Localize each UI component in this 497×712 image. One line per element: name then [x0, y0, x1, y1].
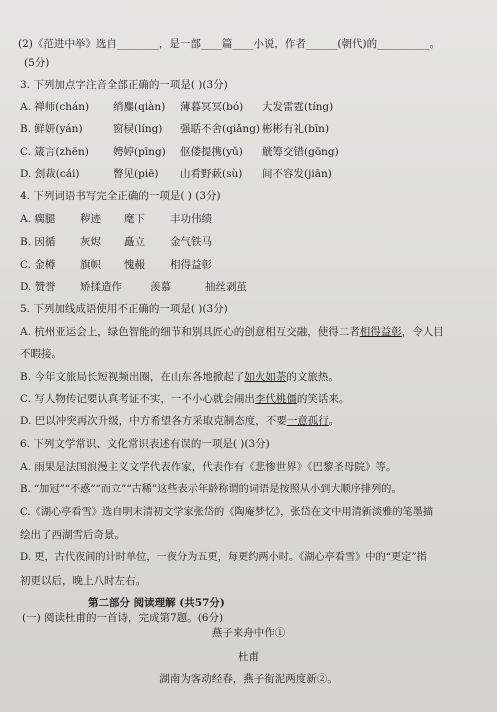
q4-option-b-2: 灰烬 [80, 236, 101, 248]
q5-a-tail: ，令人目 [401, 326, 444, 338]
q4-option-a-4: 丰功伟绩 [170, 213, 212, 225]
q5-option-a [20, 325, 444, 339]
q3-option-a-4: 大发雷霆(tíng) [262, 101, 334, 113]
q3-option-d-2: 瞥见(piē) [113, 168, 159, 180]
q2-line: (2)《范进中举》选自________，是一部____篇____小说，作者______(朝代)的__________。 [18, 38, 441, 50]
q4-stem: 4. 下列词语书写完全正确的一项是( ) (3分) [20, 190, 221, 202]
q5-option-a-cont: 不暇接。 [20, 348, 62, 360]
q5-option-d [20, 414, 339, 428]
q3-option-a-2: 绡麋(qiàn) [113, 101, 166, 113]
q3-option-a-3: 薄暮冥冥(bó) [180, 101, 244, 113]
q5-b-text: B. 今年文旅局长短视频出圈，在山东各地掀起了 [20, 371, 245, 383]
q3-option-b-1: B. 鲜妍(yán) [20, 123, 83, 135]
q4-option-d-4: 抽丝剥茧 [205, 281, 247, 293]
q5-d-text: D. 巴以冲突再次升级，中方希望各方采取克制态度，不要 [20, 415, 287, 427]
q3-option-b-2: 窗棂(líng) [113, 123, 163, 135]
q4-option-d-3: 羡慕 [150, 281, 171, 293]
q4-option-a-2: 秽迹 [80, 213, 101, 225]
q4-option-c-3: 愧赧 [124, 259, 145, 271]
q3-option-c-3: 伛偻提携(yǔ) [180, 146, 243, 158]
q5-option-b [20, 370, 339, 384]
q4-option-b-3: 矗立 [124, 236, 145, 248]
q6-option-b: B. “加冠”“不惑”“而立”“古稀”这些表示年龄称谓的词语是按照从小到大顺序排列的。 [20, 484, 402, 495]
poem-author: 杜甫 [238, 651, 259, 663]
q3-option-c-1: C. 箴言(zhēn) [20, 146, 89, 158]
q3-option-b-4: 彬彬有礼(bīn) [262, 123, 330, 135]
q3-option-c-2: 娉婷(pīng) [113, 146, 166, 158]
q2-score: (5分) [24, 57, 50, 69]
q3-option-d-4: 间不容发(jiān) [262, 168, 332, 180]
q4-option-a-1: A. 瘸腿 [20, 213, 56, 225]
q6-option-d-cont: 初更以后，晚上八时左右。 [20, 575, 146, 587]
q5-d-tail: 。 [328, 415, 340, 427]
q3-option-a-1: A. 禅师(chán) [20, 101, 90, 113]
q3-option-b-3: 强聒不舍(qiǎng) [180, 123, 261, 135]
q5-b-idiom: 如火如荼 [244, 371, 287, 383]
q6-stem: 6. 下列文学常识、文化常识表述有误的一项是( )(3分) [20, 438, 270, 450]
q4-option-c-4: 相得益彰 [170, 259, 212, 271]
q4-option-d-2: 矫揉造作 [80, 281, 122, 293]
q3-option-c-4: 觥筹交错(gōng) [262, 146, 339, 158]
part2-title: 第二部分 阅读理解 (共57分) [88, 597, 225, 609]
q5-d-idiom: 一意孤行 [286, 415, 329, 427]
q4-option-b-1: B. 因循 [20, 236, 56, 248]
q5-stem: 5. 下列加线成语使用不正确的一项是( )(3分) [20, 303, 228, 315]
q4-option-b-4: 金气铁马 [170, 236, 212, 248]
q5-a-idiom: 相得益彰 [359, 326, 402, 338]
q3-option-d-1: D. 刽裁(cái) [20, 168, 80, 180]
q4-option-a-3: 麾下 [124, 213, 145, 225]
q6-option-c-cont: 绘出了西湖雪后奇景。 [20, 529, 125, 541]
q6-option-a: A. 雨果是法国浪漫主义文学代表作家，代表作有《悲惨世界》《巴黎圣母院》等。 [20, 461, 397, 473]
q5-option-c [20, 392, 349, 406]
part2-subtitle: (一) 阅读杜甫的一首诗，完成第7题。(6分) [22, 612, 224, 624]
q5-a-text: A. 杭州亚运会上，绿色智能的细节和别具匠心的创意相互交融，使得二者 [20, 326, 360, 338]
q5-c-tail: 的笑话来。 [296, 393, 350, 405]
q6-option-d: D. 更，古代夜间的计时单位，一夜分为五更，每更约两小时。《湖心亭看雪》中的“更定”指 [20, 552, 427, 563]
q4-option-c-1: C. 金樽 [20, 259, 56, 271]
q4-option-c-2: 旗帜 [80, 259, 101, 271]
poem-title: 燕子来舟中作① [211, 627, 286, 639]
q6-option-c: C.《湖心亭看雪》选自明末清初文学家张岱的《陶庵梦忆》，张岱在文中用清新淡雅的笔墨描 [20, 507, 434, 518]
q5-c-idiom: 李代桃僵 [254, 393, 297, 405]
q3-option-d-3: 山肴野蔌(sù) [180, 168, 243, 180]
q4-option-d-1: D. 赞誉 [20, 281, 56, 293]
poem-line-1: 湖南为客动经春，燕子衔泥两度新②。 [159, 673, 338, 685]
q3-stem: 3. 下列加点字注音全部正确的一项是( )(3分) [20, 79, 228, 91]
q5-b-tail: 的文旅热。 [286, 371, 339, 383]
q5-c-text: C. 写人物传记要认真考证不实，一不小心就会闹出 [20, 393, 255, 405]
